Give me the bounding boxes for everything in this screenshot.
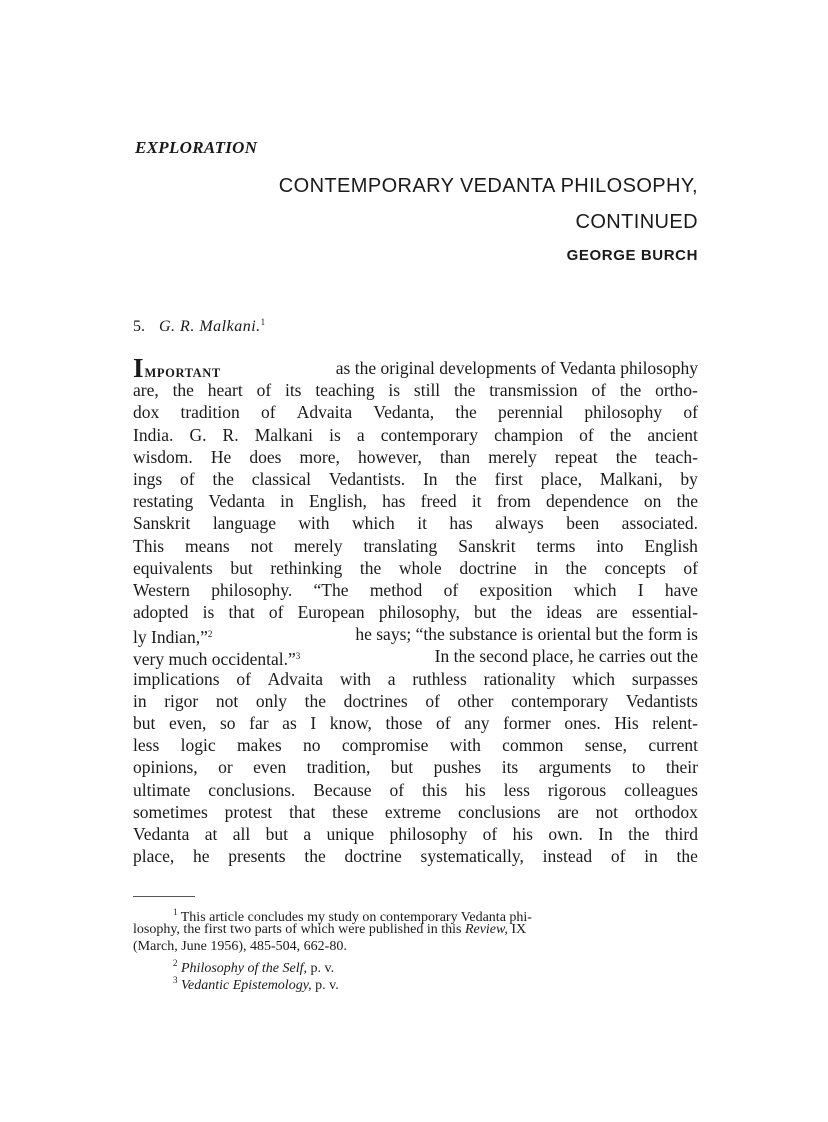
word: that — [289, 801, 316, 822]
word: first — [494, 468, 523, 489]
word: philosophy. — [211, 579, 293, 600]
word: the — [359, 557, 382, 578]
word: common — [502, 735, 564, 756]
word: sometimes — [133, 801, 208, 822]
body-line-quote — [133, 623, 213, 648]
word: concepts — [604, 557, 666, 578]
word: essential- — [631, 602, 698, 623]
word: but — [133, 713, 156, 733]
word: merely — [293, 535, 343, 556]
word: which — [351, 513, 395, 534]
word: are — [557, 801, 579, 822]
small-caps-word: MPORTANT — [144, 366, 221, 380]
word: implications — [133, 668, 220, 689]
article-title-line-2: CONTINUED — [575, 211, 698, 233]
word: of — [610, 846, 626, 867]
word: ortho- — [655, 380, 698, 401]
word: on — [643, 491, 662, 512]
word: in — [133, 690, 147, 711]
word: Malkani, — [599, 468, 663, 489]
word: India. — [133, 424, 174, 445]
word: Vedanta — [208, 491, 265, 512]
word: philosophy — [389, 823, 468, 844]
word: a — [356, 424, 365, 445]
body-line — [133, 734, 698, 756]
quote-fragment: very much occidental.” — [133, 649, 296, 670]
page-ref: p. v. — [315, 978, 339, 993]
word: former — [503, 713, 551, 733]
word: In — [598, 823, 613, 844]
word: of — [256, 380, 272, 401]
word: ones. — [564, 713, 601, 733]
footnote-3 — [133, 972, 698, 993]
word: wisdom. — [133, 446, 193, 467]
word: of — [683, 557, 698, 578]
word: in — [280, 491, 294, 512]
word: contemporary — [511, 690, 609, 711]
body-line — [133, 601, 698, 623]
body-line-rest: as the original developments of Vedanta philosophy — [335, 358, 698, 378]
body-line — [133, 446, 698, 468]
word: know, — [329, 713, 372, 733]
word: place, — [540, 468, 582, 489]
page-ref: p. v. — [310, 961, 335, 976]
footnote-divider — [133, 896, 195, 897]
author-name: GEORGE BURCH — [566, 247, 698, 264]
word: presents — [228, 846, 286, 867]
word: ultimate — [133, 779, 191, 800]
footnote-ref: 3 — [295, 651, 301, 662]
word: teaching — [315, 380, 375, 401]
word: these — [332, 801, 369, 822]
word: of — [683, 402, 698, 423]
word: current — [648, 735, 698, 756]
body-line — [133, 756, 698, 778]
body-line — [133, 557, 698, 579]
word: of — [482, 823, 498, 844]
body-line — [133, 424, 698, 446]
word: which — [573, 579, 617, 600]
body-line — [133, 535, 698, 557]
subsection-name: G. R. Malkani. — [159, 318, 261, 335]
word: with — [298, 513, 330, 534]
word: only — [255, 690, 287, 711]
body-line — [133, 823, 698, 845]
word: with — [339, 668, 371, 689]
word: the — [455, 402, 477, 423]
word: makes — [236, 735, 282, 756]
word: adopted — [133, 602, 189, 623]
word: or — [218, 757, 233, 778]
word: the — [453, 380, 476, 401]
word: logic — [180, 735, 216, 756]
journal-name: Review, — [464, 922, 508, 937]
word: arguments — [538, 757, 612, 778]
word: less — [503, 779, 530, 800]
word: a — [303, 823, 312, 844]
word: those — [385, 713, 423, 733]
word: freed — [420, 491, 457, 512]
word: I — [637, 579, 644, 600]
body-line-rest: he says; “the substance is oriental but the form is — [355, 624, 698, 645]
word: Vedanta — [133, 823, 190, 844]
word: tradition, — [306, 757, 371, 778]
word: instead — [542, 846, 593, 867]
word: in — [534, 557, 548, 578]
word: been — [566, 513, 600, 534]
word: of — [443, 579, 459, 600]
drop-cap: I — [133, 353, 144, 383]
word: translating — [363, 535, 438, 556]
body-line — [133, 645, 698, 670]
word: European — [297, 602, 365, 623]
word: exposition — [479, 579, 553, 600]
word: its — [284, 380, 302, 401]
word: all — [232, 823, 251, 844]
word: Vedanta, — [373, 402, 435, 423]
word: the — [304, 846, 326, 867]
word: is — [202, 602, 215, 623]
word: doctrine — [459, 557, 517, 578]
body-line — [133, 490, 698, 512]
word: ideas — [546, 602, 583, 623]
word: the — [628, 823, 650, 844]
word: rationality — [483, 668, 556, 689]
footnote-number: 2 — [173, 958, 178, 968]
word: the — [609, 424, 632, 445]
word: conclusions — [457, 801, 541, 822]
word: Vedantists — [625, 690, 698, 711]
word: have — [664, 579, 698, 600]
word: compromise — [341, 735, 429, 756]
footnote-2 — [133, 955, 698, 976]
footnote-text: IX — [511, 922, 527, 937]
word: This — [133, 535, 165, 556]
word: extreme — [384, 801, 442, 822]
word: that — [228, 602, 255, 623]
word: contemporary — [380, 424, 478, 445]
word: is — [329, 424, 341, 445]
word: Sanskrit — [133, 513, 191, 534]
word: English — [644, 535, 698, 556]
opening-words — [133, 353, 221, 383]
footnotes — [133, 904, 698, 993]
word: dependence — [546, 491, 629, 512]
word: colleagues — [624, 779, 698, 800]
word: His — [614, 713, 639, 733]
body-line — [133, 401, 698, 423]
footnote-1-line-2 — [133, 921, 698, 938]
word: Sanskrit — [458, 535, 516, 556]
word: a — [387, 668, 396, 689]
word: his — [465, 779, 486, 800]
footnote-1-line-3: (March, June 1956), 485-504, 662-80. — [133, 939, 347, 954]
word: protest — [224, 801, 273, 822]
word: conclusions. — [208, 779, 296, 800]
word: In — [422, 468, 438, 489]
word: has — [449, 513, 473, 534]
word: language — [212, 513, 276, 534]
word: any — [464, 713, 490, 733]
word: not — [250, 535, 274, 556]
word: Because — [313, 779, 372, 800]
word: which — [572, 668, 616, 689]
subsection-number: 5. — [133, 318, 145, 335]
word: to — [631, 757, 646, 778]
word: He — [210, 446, 232, 467]
word: this — [422, 779, 448, 800]
word: doctrines — [343, 690, 408, 711]
word: surpasses — [631, 668, 698, 689]
word: Vedantists. — [328, 468, 406, 489]
word: restating — [133, 491, 194, 512]
word: of — [180, 468, 195, 489]
word: is — [388, 380, 401, 401]
body-line — [133, 623, 698, 648]
book-title: Philosophy of the Self, — [181, 961, 307, 976]
word: of — [591, 380, 607, 401]
word: tradition — [180, 402, 240, 423]
word: own. — [548, 823, 583, 844]
word: equivalents — [133, 557, 213, 578]
quote-fragment: ly Indian,” — [133, 627, 208, 648]
word: are, — [133, 380, 159, 401]
word: but — [230, 557, 253, 578]
word: philosophy — [584, 402, 663, 423]
word: the — [676, 846, 698, 867]
word: always — [495, 513, 544, 534]
word: associated. — [621, 513, 698, 534]
word: the — [455, 468, 477, 489]
footnote-ref: 1 — [260, 317, 266, 327]
word: orthodox — [634, 801, 698, 822]
word: however, — [357, 446, 422, 467]
word: no — [303, 735, 321, 756]
body-line — [133, 379, 698, 401]
word: even, — [168, 713, 207, 733]
body-line-quote — [133, 645, 301, 670]
word: are — [596, 602, 618, 623]
word: third — [664, 823, 698, 844]
word: the — [172, 380, 194, 401]
subsection-heading — [133, 317, 265, 336]
body-line — [133, 779, 698, 801]
word: he — [193, 846, 210, 867]
word: Advaita — [296, 402, 353, 423]
article-title-line-1: CONTEMPORARY VEDANTA PHILOSOPHY, — [278, 175, 698, 197]
footnote-1 — [133, 904, 698, 925]
body-line — [133, 690, 698, 712]
word: the — [304, 690, 326, 711]
word: rigor — [164, 690, 199, 711]
word: but — [390, 757, 414, 778]
word: from — [496, 491, 531, 512]
word: into — [596, 535, 624, 556]
word: in — [644, 846, 658, 867]
word: as — [282, 713, 297, 733]
footnote-number: 3 — [173, 975, 178, 985]
footnote-ref: 2 — [207, 629, 213, 640]
footnote-number: 1 — [173, 907, 178, 917]
word: less — [133, 735, 160, 756]
word: G. — [189, 424, 207, 445]
word: has — [382, 491, 406, 512]
word: but — [265, 823, 288, 844]
word: his — [512, 823, 533, 844]
word: by — [680, 468, 698, 489]
word: still — [413, 380, 441, 401]
body-line — [133, 512, 698, 534]
word: sense, — [584, 735, 628, 756]
word: relent- — [652, 713, 698, 733]
word: Malkani — [254, 424, 314, 445]
word: place, — [133, 846, 175, 867]
word: dox — [133, 402, 160, 423]
word: not — [215, 690, 239, 711]
word: systematically, — [420, 846, 524, 867]
word: does — [249, 446, 282, 467]
word: of — [260, 402, 276, 423]
word: with — [449, 735, 481, 756]
word: Advaita — [267, 668, 324, 689]
word: unique — [326, 823, 375, 844]
word: it — [417, 513, 427, 534]
word: the — [676, 491, 698, 512]
body-text — [133, 353, 698, 867]
word: its — [501, 757, 519, 778]
word: transmission — [489, 380, 578, 401]
word: it — [471, 491, 482, 512]
word: the — [619, 380, 642, 401]
body-line — [133, 712, 698, 734]
word: the — [212, 468, 234, 489]
word: classical — [251, 468, 311, 489]
word: their — [665, 757, 698, 778]
word: of — [436, 713, 451, 733]
word: terms — [536, 535, 576, 556]
word: “The — [313, 579, 349, 600]
word: ruthless — [412, 668, 467, 689]
word: perennial — [497, 402, 564, 423]
section-label: EXPLORATION — [135, 138, 258, 157]
word: of — [425, 690, 440, 711]
word: ings — [133, 468, 163, 489]
word: whole — [398, 557, 442, 578]
word: teach- — [655, 446, 698, 467]
word: rigorous — [547, 779, 607, 800]
word: of — [268, 602, 284, 623]
word: R. — [222, 424, 239, 445]
word: method — [369, 579, 423, 600]
body-line — [133, 353, 698, 383]
word: English, — [308, 491, 367, 512]
word: rethinking — [270, 557, 343, 578]
footnote-1-start — [173, 904, 532, 925]
body-line — [133, 468, 698, 490]
word: doctrine — [344, 846, 402, 867]
word: than — [439, 446, 471, 467]
body-line-rest: In the second place, he carries out the — [434, 646, 698, 667]
word: ancient — [647, 424, 698, 445]
word: philosophy, — [378, 602, 460, 623]
word: other — [457, 690, 494, 711]
word: of — [389, 779, 405, 800]
word: even — [253, 757, 287, 778]
body-line — [133, 668, 698, 690]
word: of — [236, 668, 251, 689]
word: Western — [133, 579, 190, 600]
book-title: Vedantic Epistemology, — [181, 978, 312, 993]
footnote-text: losophy, the first two parts of which were published in this — [133, 922, 462, 937]
word: more, — [299, 446, 340, 467]
footnote-text: This article concludes my study on contemporary Vedanta phi- — [180, 910, 532, 925]
word: I — [310, 713, 317, 733]
word: champion — [494, 424, 564, 445]
word: but — [474, 602, 497, 623]
body-line — [133, 801, 698, 823]
word: of — [579, 424, 594, 445]
word: means — [185, 535, 230, 556]
word: the — [615, 446, 638, 467]
word: merely — [488, 446, 537, 467]
word: not — [595, 801, 618, 822]
word: heart — [207, 380, 243, 401]
word: far — [249, 713, 269, 733]
word: pushes — [433, 757, 482, 778]
body-line — [133, 845, 698, 867]
word: the — [510, 602, 532, 623]
word: repeat — [554, 446, 598, 467]
word: opinions, — [133, 757, 198, 778]
word: so — [219, 713, 236, 733]
body-line — [133, 579, 698, 601]
word: the — [565, 557, 587, 578]
word: at — [204, 823, 218, 844]
